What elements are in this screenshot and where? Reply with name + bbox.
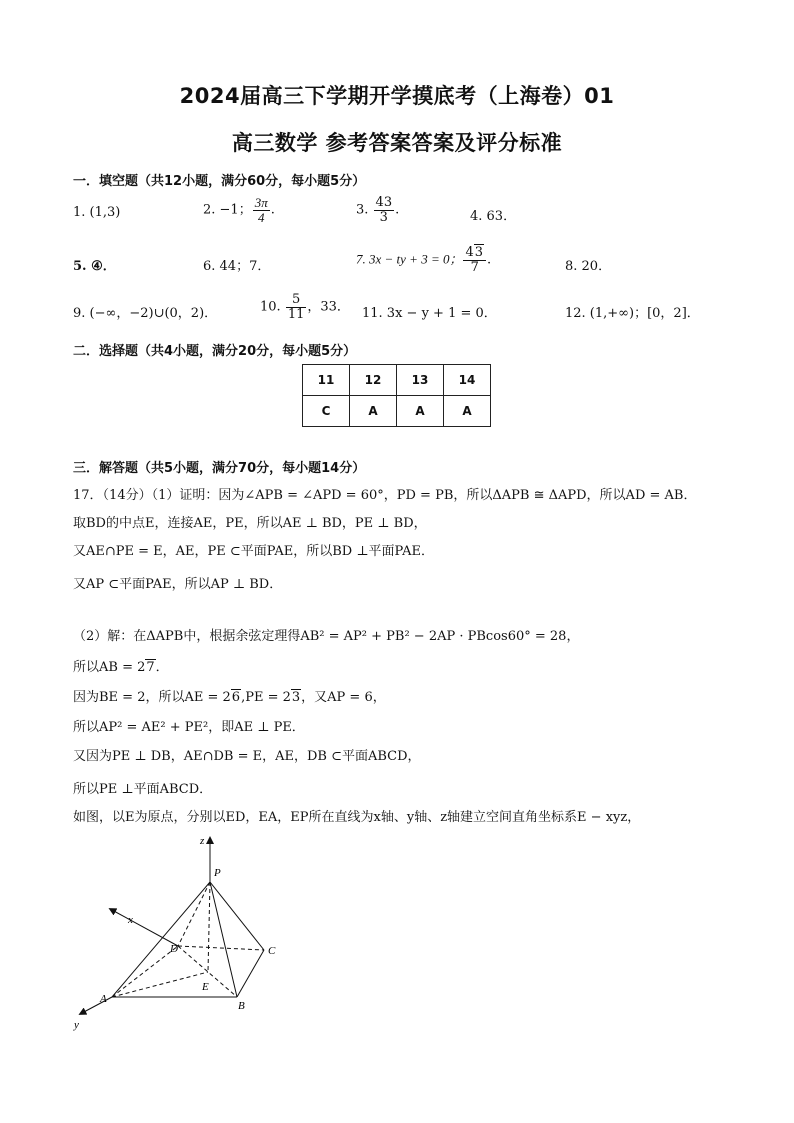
solution-line: （2）解：在ΔAPB中，根据余弦定理得AB² = AP² + PB² − 2AP · PBcos60° = 28， [73,629,580,644]
label-z: z [200,835,205,847]
edge-AD [112,946,178,997]
choice-answer-table [302,364,491,427]
label-D: D [170,943,178,955]
pyramid-figure [60,830,300,1040]
answer-10: 10. $\frac{5}{11}$ ，33． [260,292,350,322]
table-header-cell: 14 [444,365,491,396]
edge-DC [178,946,264,950]
label-C: C [268,945,276,957]
label-y: y [74,1019,79,1031]
answer-5: 5. ④． [73,259,116,274]
table-header-cell: 13 [397,365,444,396]
solution-line: 因为BE = 2，所以AE = 26,PE = 23，又AP = 6， [73,690,386,705]
answer-4: 4. 63． [470,209,517,224]
solution-line: 所以AB = 27． [73,660,169,675]
label-E: E [202,981,209,993]
page-subtitle: 高三数学 参考答案答案及评分标准 [231,131,563,155]
edge-PA [112,882,210,997]
answer-7: 7. 3x − ty + 3 = 0； $\frac{43}{7}$ . [356,245,492,275]
edge-BC [237,950,264,997]
y-axis-line [82,997,112,1013]
section-choice-heading: 二．选择题（共4小题，满分20分，每小题5分） [73,344,357,359]
answer-12: 12. (1,+∞)；[0，2]． [565,306,700,321]
section-solution-heading: 三．解答题（共5小题，满分70分，每小题14分） [73,461,366,476]
page-title: 2024届高三下学期开学摸底考（上海卷）01 [179,84,615,108]
solution-line: 又AP ⊂平面PAE，所以AP ⊥ BD． [73,577,283,592]
table-header-cell: 12 [350,365,397,396]
label-A: A [100,993,107,1005]
answer-11: 11. 3x − y + 1 = 0． [362,306,497,321]
solution-line: 又AE∩PE = E，AE，PE ⊂平面PAE，所以BD ⊥平面PAE． [73,544,434,559]
solution-line: 取BD的中点E，连接AE，PE，所以AE ⊥ BD，PE ⊥ BD， [73,516,427,531]
answer-2: 2. −1； $\frac{3\pi}{4}$ . [203,195,275,225]
answer-1: 1. (1,3) [73,205,121,220]
table-header-cell: 11 [303,365,350,396]
solution-line: 如图，以E为原点，分别以ED，EA，EP所在直线为x轴、y轴、z轴建立空间直角坐标系E − xyz， [73,810,641,825]
solution-line: 所以AP² = AE² + PE²，即AE ⊥ PE． [73,720,305,735]
table-cell: A [444,396,491,427]
answer-9: 9. (−∞，−2)∪(0，2)． [73,306,218,321]
answer-3: 3. $\frac{43}{3}$ . [356,195,400,225]
table-cell: A [397,396,444,427]
solution-line: 又因为PE ⊥ DB，AE∩DB = E，AE，DB ⊂平面ABCD， [73,749,421,764]
label-B: B [238,1000,245,1012]
answer-8: 8. 20． [565,259,612,274]
solution-line: 17．（14分）（1）证明：因为∠APB = ∠APD = 60°，PD = PB，所以ΔAPB ≅ ΔAPD，所以AD = AB． [73,488,697,503]
label-x: x [128,914,133,926]
x-axis-line [112,910,178,946]
table-cell: A [350,396,397,427]
segment-AE [112,972,208,997]
table-cell: C [303,396,350,427]
answer-6: 6. 44；7． [203,259,271,274]
segment-PE [208,882,210,972]
section-fill-in-heading: 一．填空题（共12小题，满分60分，每小题5分） [73,174,366,189]
label-P: P [214,867,221,879]
solution-line: 所以PE ⊥平面ABCD． [73,782,213,797]
